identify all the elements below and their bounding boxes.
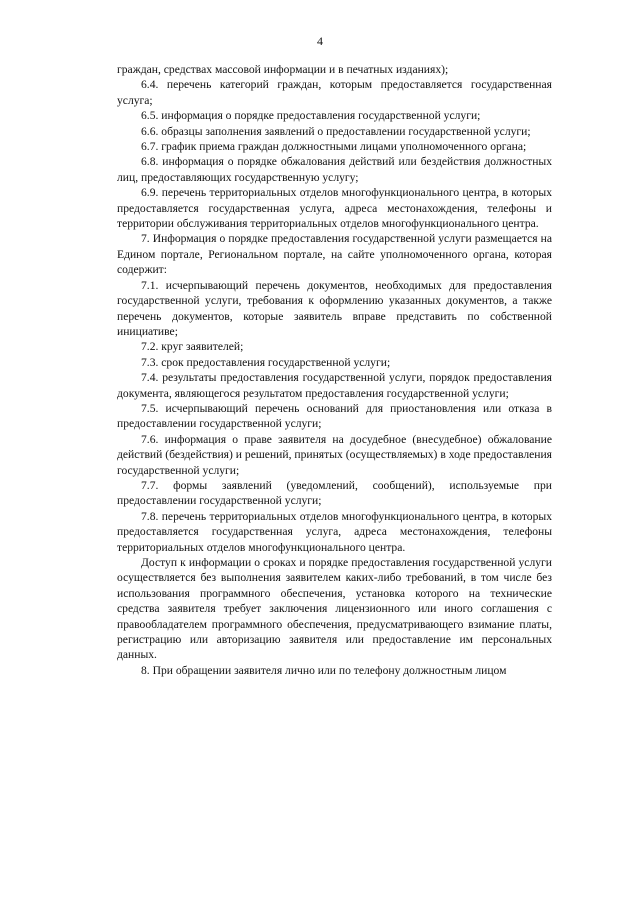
paragraph: 6.9. перечень территориальных отделов многофункционального центра, в которых предоставляется государственная услуга, адреса местонахождения, телефоны и территории обслуживания территориальных отделов многофункционального центра. [117, 186, 552, 231]
paragraph: 6.8. информация о порядке обжалования действий или бездействия должностных лиц, предоставляющих государственную услугу; [117, 155, 552, 184]
paragraph: 6.4. перечень категорий граждан, которым предоставляется государственная услуга; [117, 78, 552, 107]
paragraph: 8. При обращении заявителя лично или по телефону должностным лицом [141, 663, 507, 677]
paragraph: 7.8. перечень территориальных отделов многофункционального центра, в которых предоставляется государственная услуга, адреса местонахождения, телефоны территориальных отделов многофункционального центра. [117, 509, 552, 554]
paragraph: 7.3. срок предоставления государственной услуги; [141, 355, 391, 369]
paragraph: 7. Информация о порядке предоставления государственной услуги размещается на Едином портале, Региональном портале, на сайте уполномоченного органа, которая содержит: [117, 232, 552, 277]
paragraph: 6.5. информация о порядке предоставления государственной услуги; [141, 109, 481, 123]
paragraph: 6.6. образцы заполнения заявлений о предоставлении государственной услуги; [141, 124, 531, 138]
paragraph: 7.7. формы заявлений (уведомлений, сообщений), используемые при предоставлении государственной услуги; [117, 478, 552, 508]
paragraph: 7.6. информация о праве заявителя на досудебное (внесудебное) обжалование действий (бездействия) и решений, принятых (осуществляемых) в ходе предоставления государственной услуги; [117, 432, 552, 477]
paragraph: 7.1. исчерпывающий перечень документов, необходимых для предоставления государственной услуги, требования к оформлению указанных документов, а также перечень документов, которые заявитель вправе представить по собственной инициативе; [117, 278, 552, 338]
paragraph: граждан, средствах массовой информации и в печатных изданиях); [117, 63, 449, 76]
paragraph: 6.7. график приема граждан должностными лицами уполномоченного органа; [141, 140, 527, 154]
paragraph: 7.4. результаты предоставления государственной услуги, порядок предоставления документа, являющегося результатом предоставления государственной услуги; [117, 371, 552, 400]
document-body [117, 62, 552, 678]
page-number: 4 [317, 34, 323, 48]
paragraph: 7.5. исчерпывающий перечень оснований для приостановления или отказа в предоставлении государственной услуги; [117, 401, 552, 431]
paragraph: 7.2. круг заявителей; [141, 340, 244, 354]
paragraph: Доступ к информации о сроках и порядке предоставления государственной услуги осуществляется без выполнения заявителем каких-либо требований, в том числе без использования программного обеспечения, установка которого на технические средства заявителя требует заключения лицензионного или иного соглашения с правообладателем программного обеспечения, предусматривающего взимание платы, регистрацию или авторизацию заявителя или предоставление им персональных данных. [117, 556, 552, 662]
